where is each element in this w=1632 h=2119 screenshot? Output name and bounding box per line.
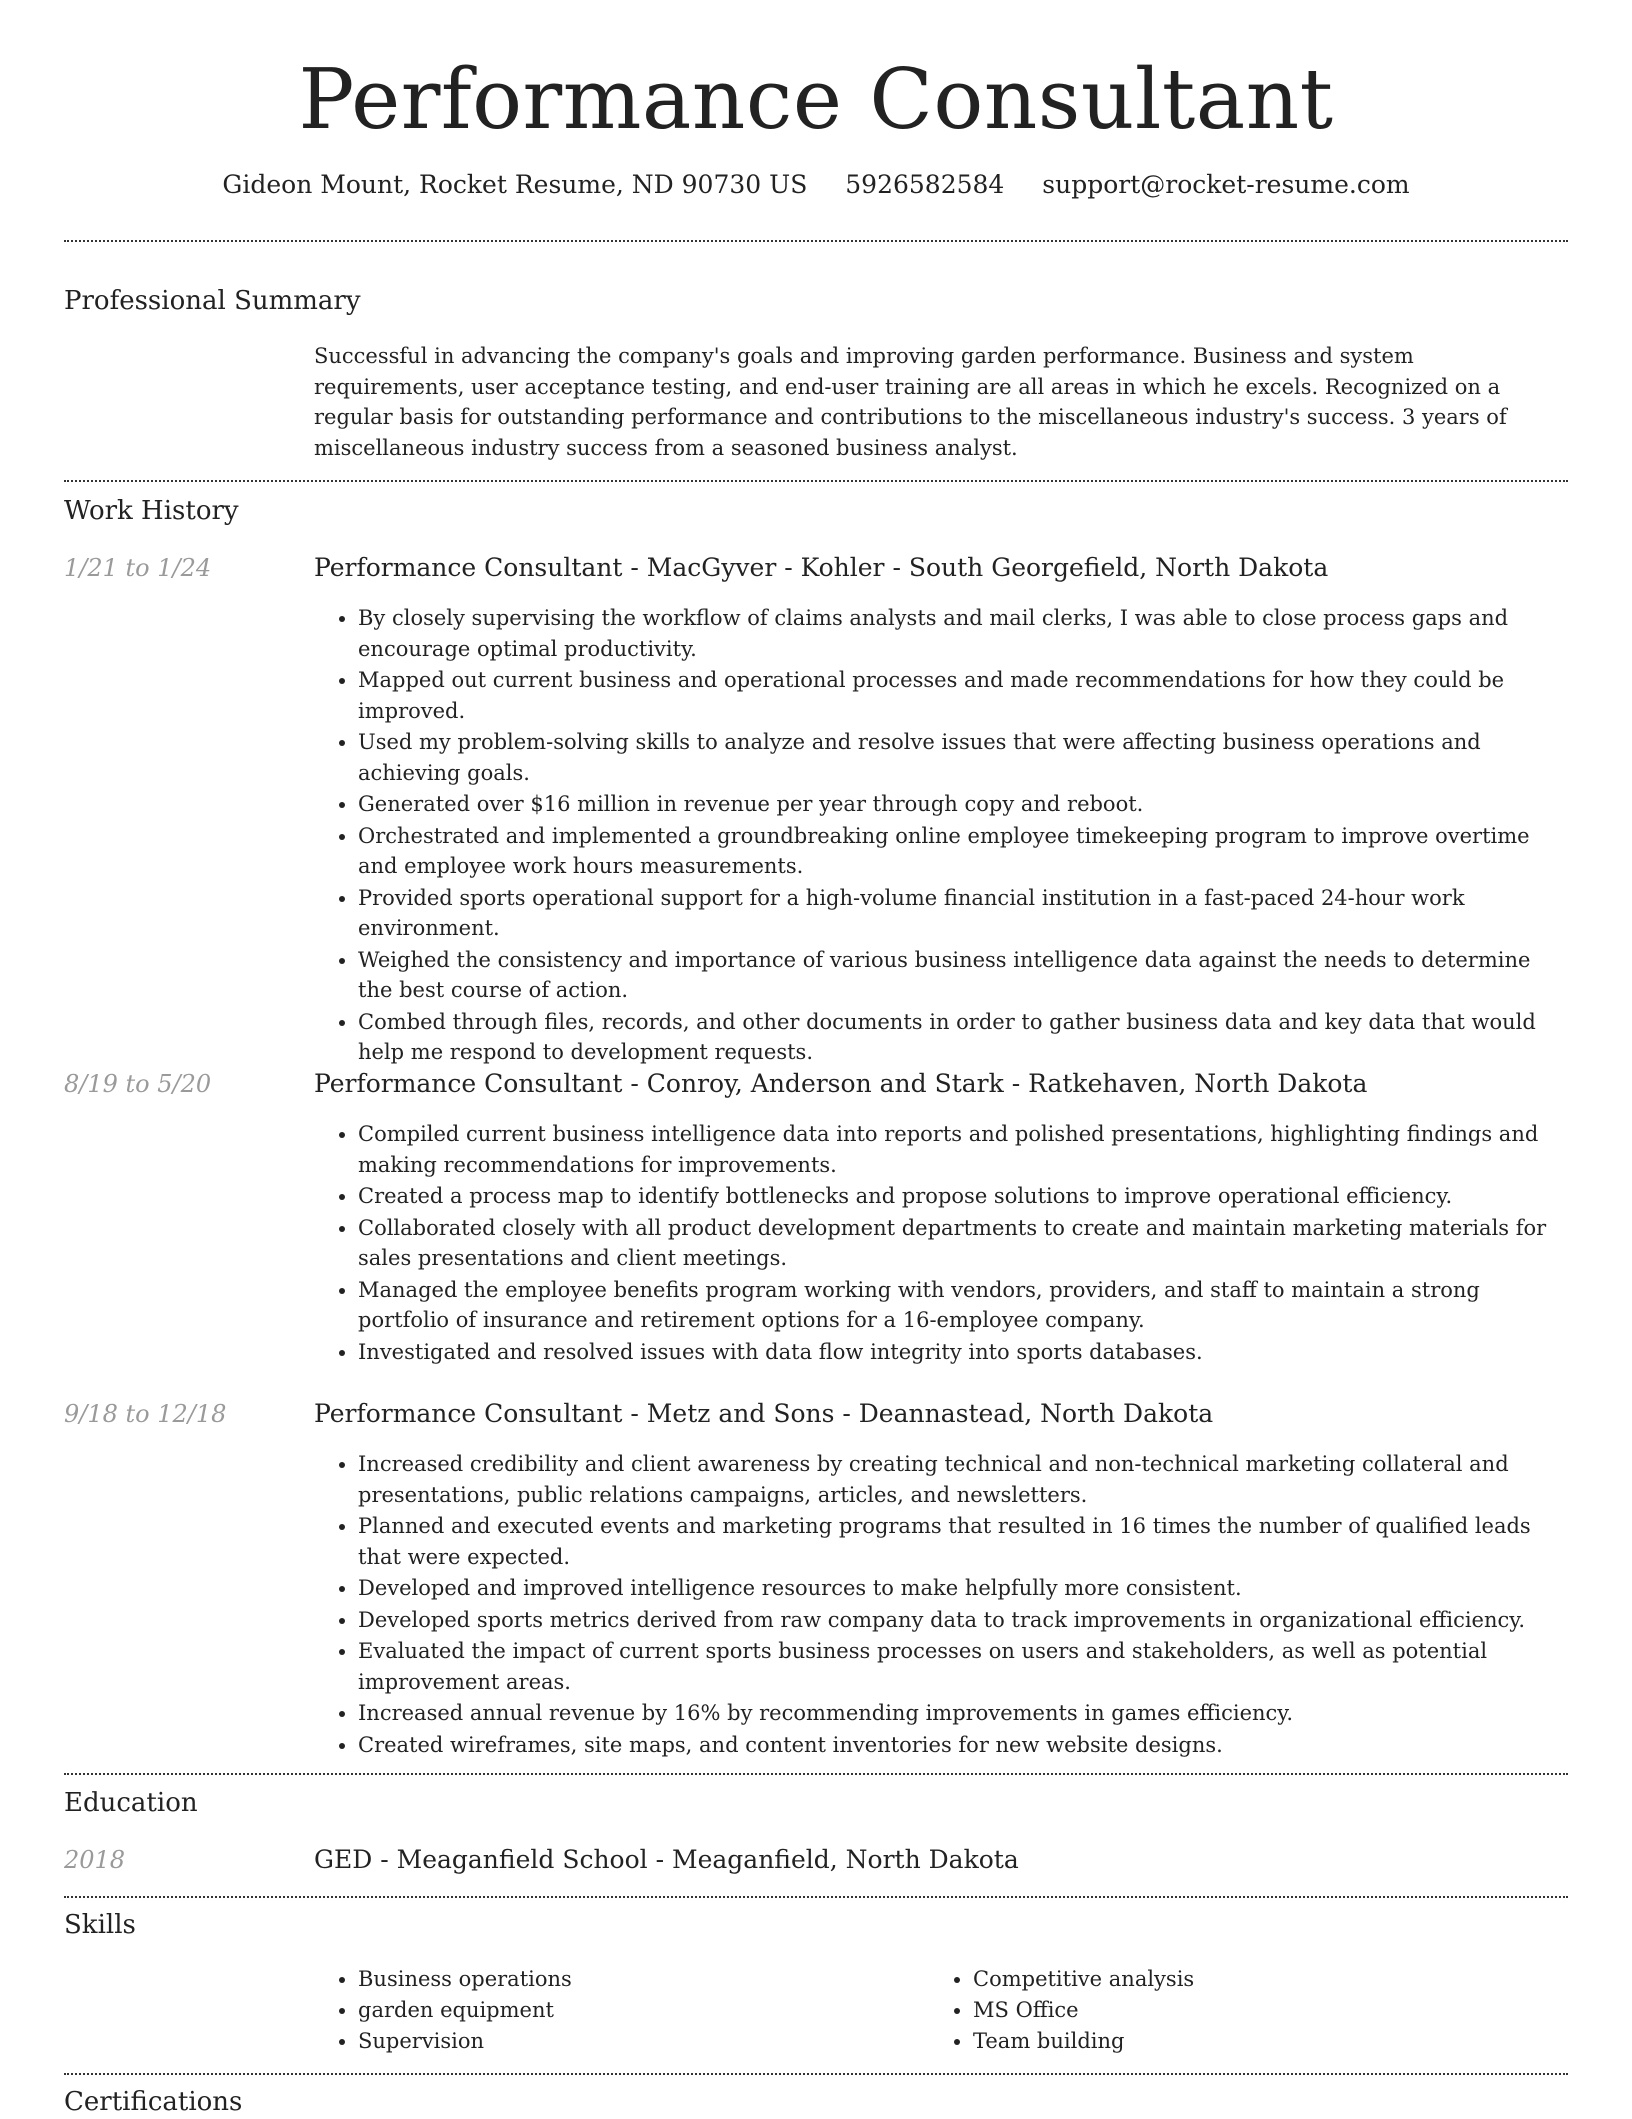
section-title-skills: Skills (64, 1910, 136, 1940)
job-bullet: • Provided sports operational support for a high-volume financial institution in a fast-paced 24-hour work environment. (358, 883, 1568, 944)
section-title-certifications: Certifications (64, 2087, 243, 2117)
job-bullet: • Managed the employee benefits program working with vendors, providers, and staff to maintain a strong portfolio of insurance and retirement options for a 16-employee company. (358, 1275, 1568, 1336)
job-bullet: • Created wireframes, site maps, and content inventories for new website designs. (358, 1730, 1568, 1761)
divider (64, 480, 1568, 482)
skill-item: • garden equipment (358, 1995, 572, 2026)
job-bullet: • Increased credibility and client awareness by creating technical and non-technical marketing collateral and presentations, public relations campaigns, articles, and newsletters. (358, 1449, 1568, 1510)
job-bullet: • Orchestrated and implemented a groundbreaking online employee timekeeping program to improve overtime and employee work hours measurements. (358, 821, 1568, 882)
job-bullet: • Compiled current business intelligence data into reports and polished presentations, highlighting findings and making recommendations for improvements. (358, 1119, 1568, 1180)
job-dates: 8/19 to 5/20 (64, 1070, 212, 1098)
job-bullet: • Planned and executed events and marketing programs that resulted in 16 times the number of qualified leads that were expected. (358, 1511, 1568, 1572)
skill-item: • MS Office (973, 1995, 1194, 2026)
job-bullets (314, 1119, 1568, 1368)
education-degree: GED - Meaganfield School - Meaganfield, North Dakota (314, 1845, 1019, 1874)
divider (64, 2073, 1568, 2075)
resume-name: Performance Consultant (298, 51, 1334, 148)
contact-email: support@rocket-resume.com (1042, 170, 1410, 199)
skills-list-left (314, 1964, 572, 2057)
job-bullet: • Generated over $16 million in revenue per year through copy and reboot. (358, 789, 1568, 820)
job-bullet: • Mapped out current business and operational processes and made recommendations for how they could be improved. (358, 665, 1568, 726)
job-bullet: • Evaluated the impact of current sports business processes on users and stakeholders, as well as potential improvement areas. (358, 1636, 1568, 1697)
skill-item: • Supervision (358, 2026, 572, 2057)
divider (64, 1773, 1568, 1775)
job-title: Performance Consultant - MacGyver - Kohler - South Georgefield, North Dakota (314, 553, 1329, 582)
section-title-education: Education (64, 1788, 198, 1818)
job-bullet: • Developed and improved intelligence resources to make helpfully more consistent. (358, 1573, 1568, 1604)
job-bullet: • By closely supervising the workflow of claims analysts and mail clerks, I was able to close process gaps and encourage optimal productivity. (358, 603, 1568, 664)
job-dates: 1/21 to 1/24 (64, 554, 212, 582)
job-dates: 9/18 to 12/18 (64, 1400, 227, 1428)
job-title: Performance Consultant - Metz and Sons - Deannastead, North Dakota (314, 1399, 1214, 1428)
job-bullet: • Increased annual revenue by 16% by recommending improvements in games efficiency. (358, 1698, 1568, 1729)
education-year: 2018 (64, 1846, 126, 1874)
job-title: Performance Consultant - Conroy, Anderson and Stark - Ratkehaven, North Dakota (314, 1069, 1368, 1098)
divider (64, 240, 1568, 242)
job-bullet: • Created a process map to identify bottlenecks and propose solutions to improve operational efficiency. (358, 1181, 1568, 1212)
job-bullet: • Combed through files, records, and other documents in order to gather business data and key data that would help me respond to development requests. (358, 1007, 1568, 1068)
contact-address: Gideon Mount, Rocket Resume, ND 90730 US (222, 170, 808, 199)
skill-item: • Business operations (358, 1964, 572, 1995)
contact-phone: 5926582584 (845, 170, 1005, 199)
job-bullet: • Developed sports metrics derived from raw company data to track improvements in organizational efficiency. (358, 1605, 1568, 1636)
section-title-summary: Professional Summary (64, 286, 361, 316)
job-bullet: • Used my problem-solving skills to analyze and resolve issues that were affecting business operations and achieving goals. (358, 727, 1568, 788)
skill-item: • Team building (973, 2026, 1194, 2057)
divider (64, 1896, 1568, 1898)
skill-item: • Competitive analysis (973, 1964, 1194, 1995)
section-title-work-history: Work History (64, 496, 239, 526)
contact-line (0, 168, 1632, 202)
job-bullet: • Weighed the consistency and importance of various business intelligence data against the needs to determine the best course of action. (358, 945, 1568, 1006)
job-bullets (314, 1449, 1568, 1761)
summary-text: Successful in advancing the company's goals and improving garden performance. Business and system requirements, user acceptance testing, and end-user training are all areas in which he excels. Recognized on a regular basis for outstanding performance and contributions to the miscellaneous industry's success. 3 years of miscellaneous industry success from a seasoned business analyst. (314, 344, 1507, 460)
job-bullet: • Investigated and resolved issues with data flow integrity into sports databases. (358, 1337, 1568, 1368)
job-bullet: • Collaborated closely with all product development departments to create and maintain marketing materials for sales presentations and client meetings. (358, 1213, 1568, 1274)
skills-list-right (929, 1964, 1194, 2057)
job-bullets (314, 603, 1568, 1069)
